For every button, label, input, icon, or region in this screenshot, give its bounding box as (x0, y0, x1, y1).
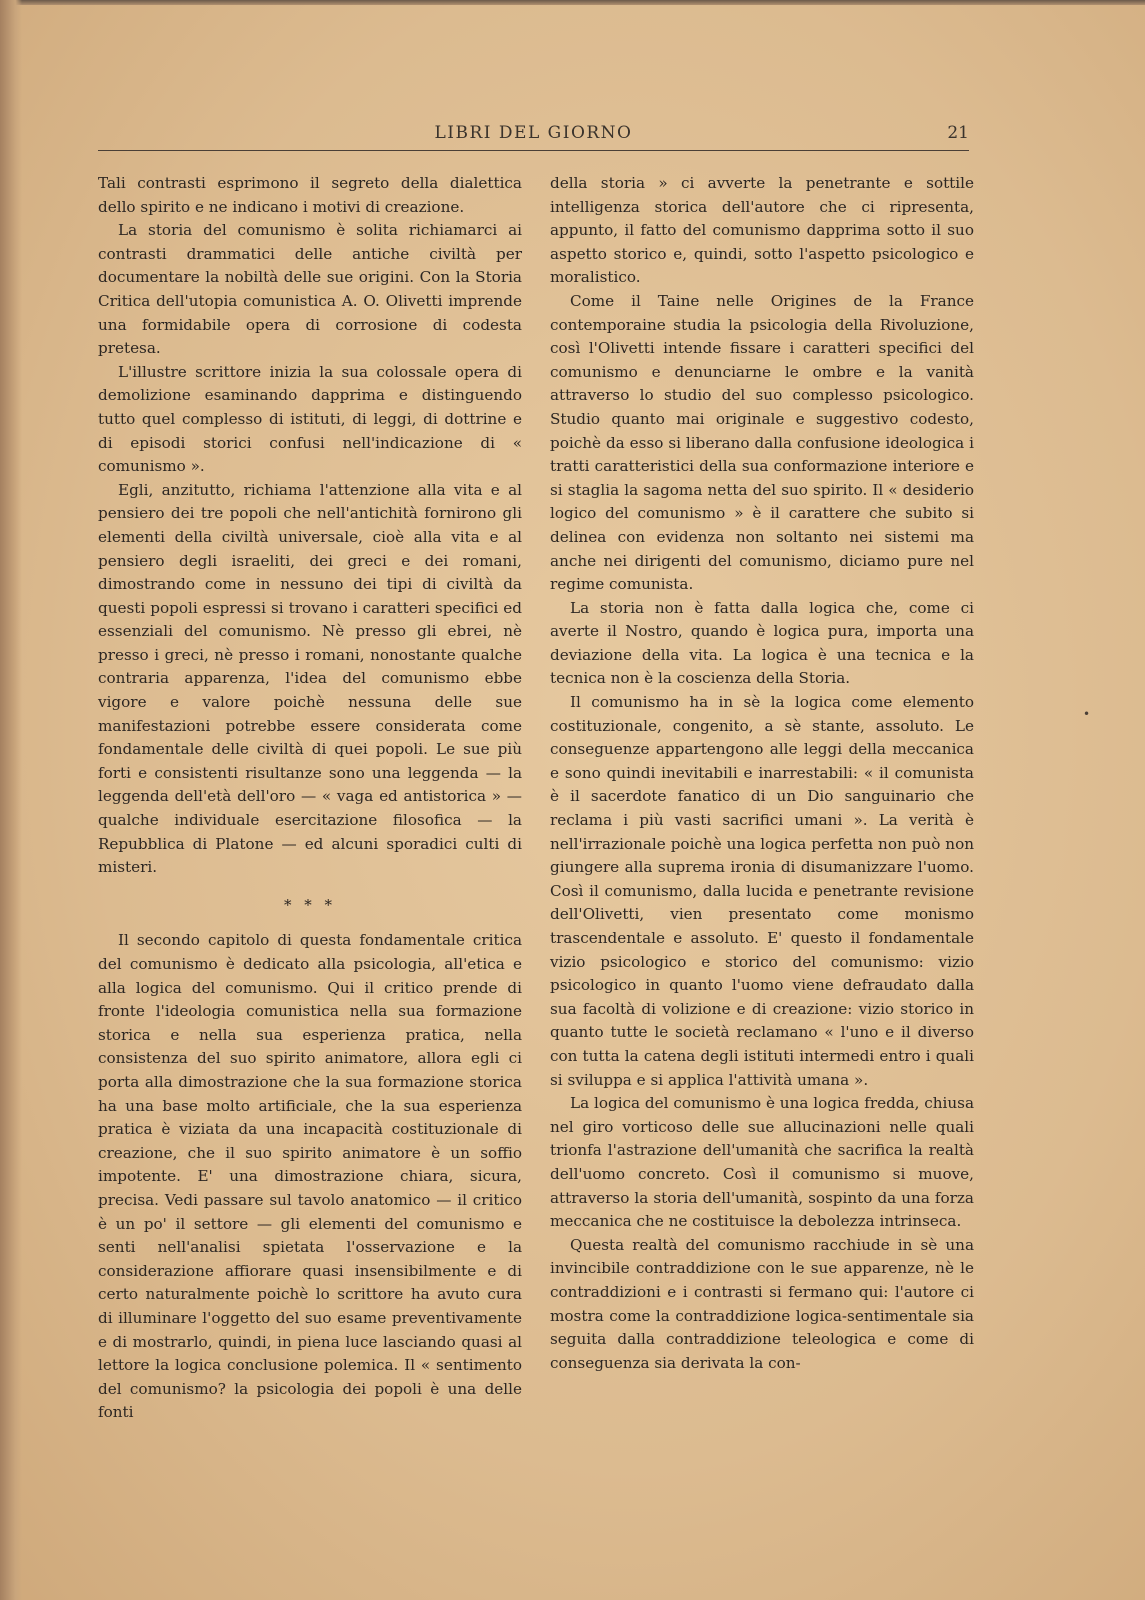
paragraph: Come il Taine nelle Origines de la France contemporaine studia la psicologia della Rivoluzione, così l'Olivetti intende fissare i caratteri specifici del comunismo e denunciarne le ombre e la vanità attraverso lo studio del suo complesso psicologico. Studio quanto mai originale e suggestivo codesto, poichè da esso si liberano dalla confusione ideologica i tratti caratteristici della sua conformazione interiore e si staglia la sagoma netta del suo spirito. Il « desiderio logico del comunismo » è il carattere che subito si delinea con evidenza non soltanto nei sistemi ma anche nei dirigenti del comunismo, diciamo pure nel regime comunista. (550, 291, 974, 594)
paragraph: Tali contrasti esprimono il segreto della dialettica dello spirito e ne indicano i motivi di creazione. (98, 174, 522, 216)
paragraph: Egli, anzitutto, richiama l'attenzione alla vita e al pensiero dei tre popoli che nell'antichità fornirono gli elementi della civiltà universale, cioè alla vita e al pensiero degli israeliti, dei greci e dei romani, dimostrando come in nessuno dei tipi di civiltà da questi popoli espressi si trovano i caratteri specifici ed essenziali del comunismo. Nè presso gli ebrei, nè presso i greci, nè presso i romani, nonostante qualche contraria apparenza, l'idea del comunismo ebbe vigore e valore poichè nessuna delle sue manifestazioni potrebbe essere considerata come fondamentale delle civiltà di quei popoli. Le sue più forti e consistenti risultanze sono una leggenda — la leggenda dell'età dell'oro — « vaga ed antistorica » — qualche individuale esercitazione filosofica — la Repubblica di Platone — ed alcuni sporadici culti di misteri. (98, 480, 522, 877)
margin-mark: • (1083, 707, 1091, 721)
page-header (98, 119, 969, 149)
header-rule (98, 150, 969, 151)
paragraph: La logica del comunismo è una logica fredda, chiusa nel giro vorticoso delle sue allucinazioni nelle quali trionfa l'astrazione dell'umanità che sacrifica la realtà dell'uomo concreto. Così il comunismo si muove, attraverso la storia dell'umanità, sospinto da una forza meccanica che ne costituisce la debolezza intrinseca. (550, 1094, 974, 1231)
paragraph: La storia del comunismo è solita richiamarci ai contrasti drammatici delle antiche civiltà per documentare la nobiltà delle sue origini. Con la Storia Critica dell'utopia comunistica A. O. Olivetti imprende una formidabile opera di corrosione di codesta pretesa. (98, 221, 522, 358)
scan-top-edge (0, 0, 1145, 5)
page-number: 21 (947, 123, 969, 143)
paragraph: della storia » ci avverte la penetrante e sottile intelligenza storica dell'autore che ci ripresenta, appunto, il fatto del comunismo dapprima sotto il suo aspetto storico e, quindi, sotto l'aspetto psicologico e moralistico. (550, 174, 974, 287)
paragraph: Il comunismo ha in sè la logica come elemento costituzionale, congenito, a sè stante, assoluto. Le conseguenze appartengono alle leggi della meccanica e sono quindi inevitabili e inarrestabili: « il comunista è il sacerdote fanatico di un Dio sanguinario che reclama i più vasti sacrifici umani ». La verità è nell'irrazionale poichè una logica perfetta non può non giungere alla suprema ironia di disumanizzare l'uomo. Così il comunismo, dalla lucida e penetrante revisione dell'Olivetti, vien presentato come monismo trascendentale e assoluto. E' questo il fondamentale vizio psicologico e storico del comunismo: vizio psicologico in quanto l'uomo viene defraudato dalla sua facoltà di volizione e di creazione: vizio storico in quanto tutte le società reclamano « l'uno e il diverso con tutta la catena degli istituti intermedi entro i quali si sviluppa e si applica l'attività umana ». (550, 693, 974, 1089)
section-separator: * * * (283, 895, 337, 914)
paragraph: L'illustre scrittore inizia la sua colossale opera di demolizione esaminando dapprima e distinguendo tutto quel complesso di istituti, di leggi, di dottrine e di episodi storici confusi nell'indicazione di « comunismo ». (98, 362, 522, 476)
running-title: LIBRI DEL GIORNO (434, 123, 633, 143)
paragraph: Questa realtà del comunismo racchiude in sè una invincibile contraddizione con le sue apparenze, nè le contraddizioni e i contrasti si fermano qui: l'autore ci mostra come la contraddizione logica-sentimentale sia seguita dalla contraddizione teleologica e come di conseguenza sia derivata la con- (550, 1235, 974, 1372)
paragraph: La storia non è fatta dalla logica che, come ci averte il Nostro, quando è logica pura, importa una deviazione della vita. La logica è una tecnica e la tecnica non è la coscienza della Storia. (550, 598, 974, 688)
left-column (98, 172, 522, 1425)
right-column (550, 172, 974, 1375)
paragraph: Il secondo capitolo di questa fondamentale critica del comunismo è dedicato alla psicologia, all'etica e alla logica del comunismo. Qui il critico prende di fronte l'ideologia comunistica nella sua formazione storica e nella sua esperienza pratica, nella consistenza del suo spirito animatore, allora egli ci porta alla dimostrazione che la sua formazione storica ha una base molto artificiale, che la sua esperienza pratica è viziata da una incapacità costituzionale di creazione, che il suo spirito animatore è un soffio impotente. E' una dimostrazione chiara, sicura, precisa. Vedi passare sul tavolo anatomico — il critico è un po' il settore — gli elementi del comunismo e senti nell'analisi spietata l'osservazione e la considerazione affiorare quasi insensibilmente e di certo naturalmente poichè lo scrittore ha avuto cura di illuminare l'oggetto del suo esame preventivamente e di mostrarlo, quindi, in piena luce lasciando quasi al lettore la logica conclusione polemica. Il « sentimento del comunismo? la psicologia dei popoli è una delle fonti (98, 931, 522, 1422)
scan-left-edge (0, 0, 22, 1600)
